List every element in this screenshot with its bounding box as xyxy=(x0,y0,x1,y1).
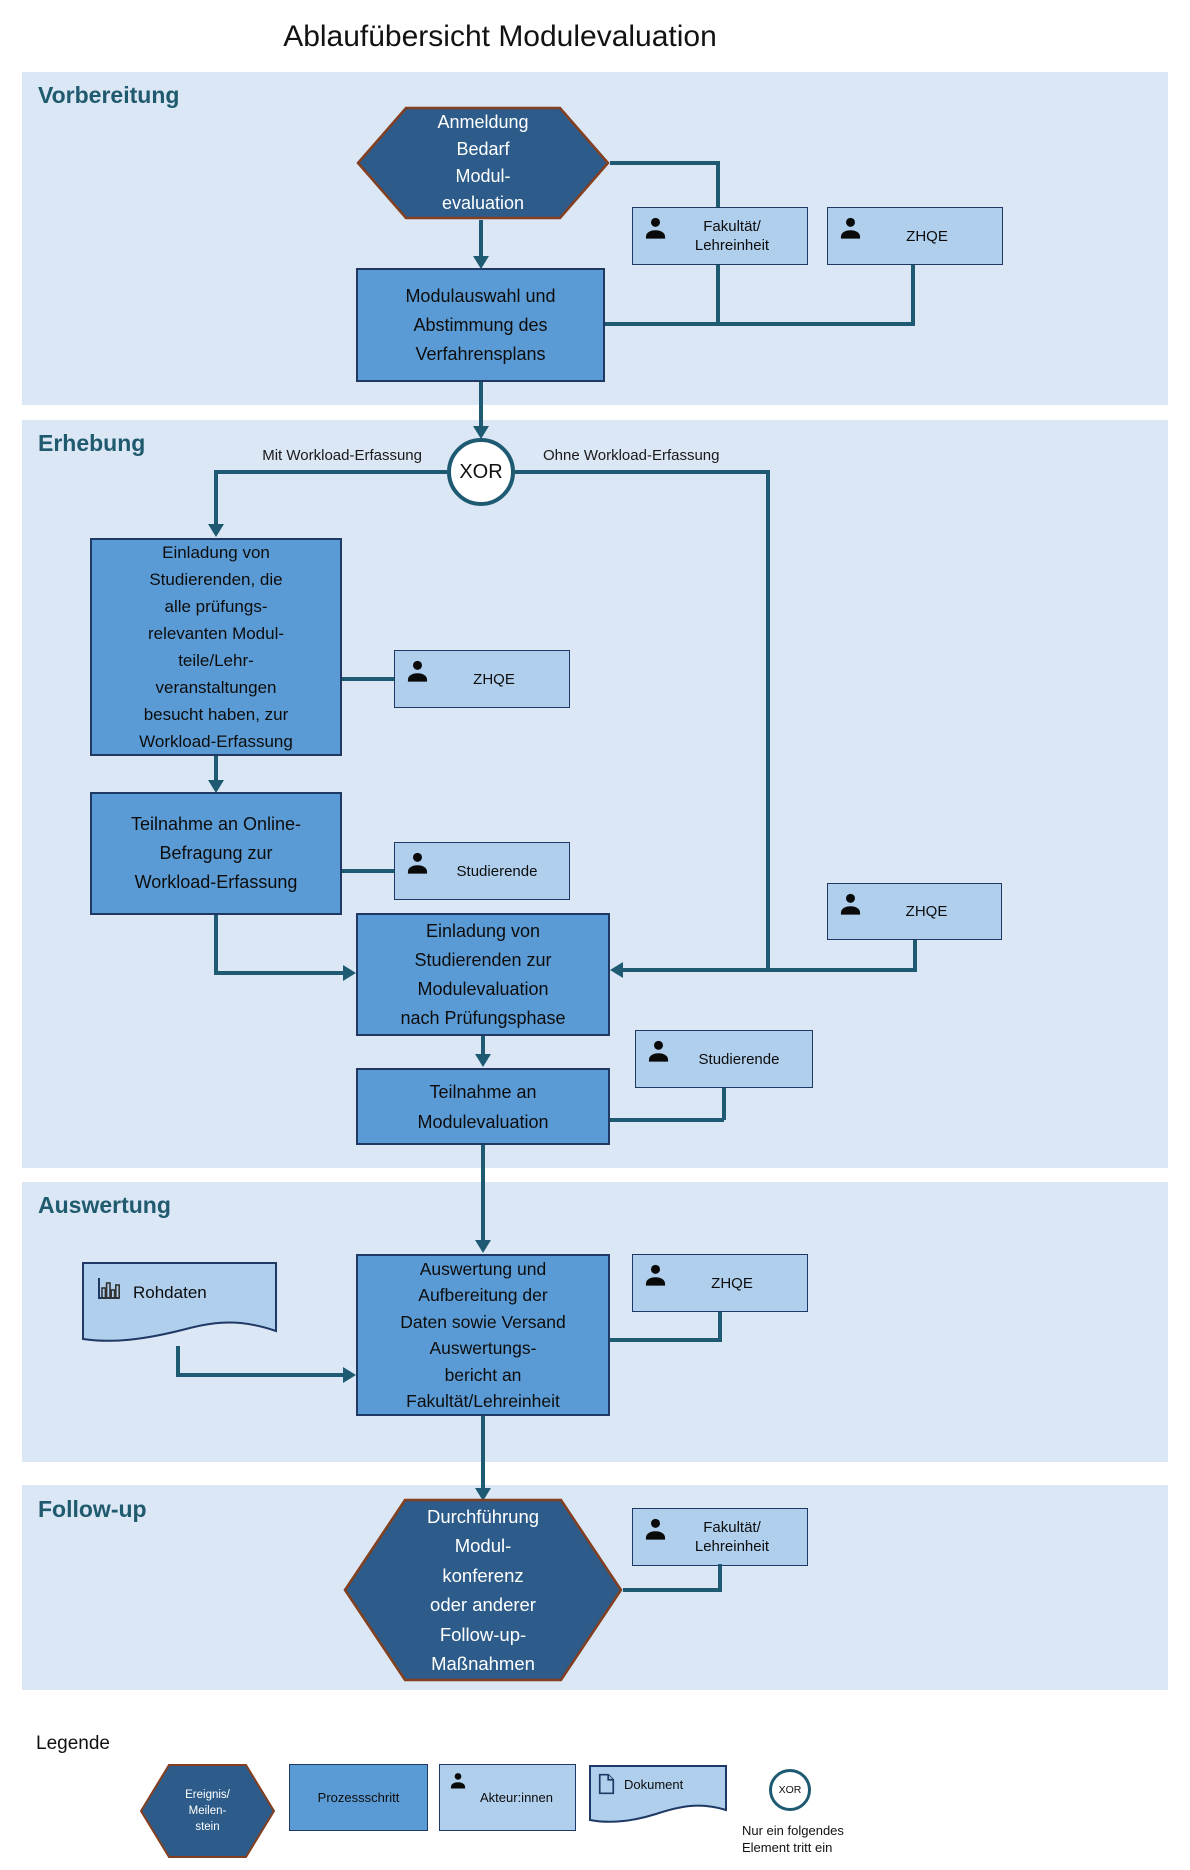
person-icon xyxy=(642,215,669,242)
connector-segment xyxy=(716,161,720,207)
person-icon xyxy=(404,850,431,877)
legend-xor-caption: Nur ein folgendes Element tritt ein xyxy=(742,1823,844,1855)
document-rohdaten xyxy=(81,1261,278,1353)
connector-segment xyxy=(216,470,447,474)
actor-label: Fakultät/ Lehreinheit xyxy=(694,1519,770,1555)
arrowhead xyxy=(475,1240,491,1253)
legend-document-label: Dokument xyxy=(624,1777,684,1792)
actor-label: Studierende xyxy=(456,862,538,880)
actor-label: Fakultät/ Lehreinheit xyxy=(694,218,770,254)
event-label: Anmeldung Bedarf Modul- evaluation xyxy=(437,112,529,213)
document-icon xyxy=(598,1773,615,1795)
actor-label: ZHQE xyxy=(473,670,515,688)
connector-segment xyxy=(610,1338,720,1342)
person-icon xyxy=(642,1516,669,1543)
xor-label: XOR xyxy=(459,460,503,483)
arrowhead xyxy=(208,524,224,537)
actor-label: ZHQE xyxy=(905,903,948,920)
legend-document-shape xyxy=(588,1764,728,1831)
legend-xor-gateway xyxy=(769,1769,811,1811)
arrowhead xyxy=(343,965,356,981)
process-teilnahme-workload: Teilnahme an Online- Befragung zur Workload-Erfassung xyxy=(90,792,342,915)
connector-segment xyxy=(623,1588,722,1592)
document-label: Rohdaten xyxy=(133,1283,207,1302)
xor-gateway xyxy=(447,438,515,506)
lane-title-followup: Follow-up xyxy=(38,1496,147,1522)
connector-segment xyxy=(481,1145,485,1242)
process-auswertung: Auswertung und Aufbereitung der Daten sowie Versand Auswertungs- bericht an Fakultät/Lehreinheit xyxy=(356,1254,610,1416)
actor-studierende-workload xyxy=(394,842,570,900)
event-anmeldung-bedarf xyxy=(356,106,610,220)
arrowhead xyxy=(475,1054,491,1067)
legend-event-shape xyxy=(139,1763,276,1859)
actor-zhqe-auswertung xyxy=(632,1254,808,1312)
connector-segment xyxy=(216,971,344,975)
connector-segment xyxy=(214,756,218,782)
arrowhead xyxy=(610,962,623,978)
connector-segment xyxy=(622,968,917,972)
process-modulauswahl: Modulauswahl und Abstimmung des Verfahrensplans xyxy=(356,268,605,382)
person-icon xyxy=(645,1038,672,1065)
actor-fakultaet-followup xyxy=(632,1508,808,1566)
legend-event-label: Ereignis/ Meilen- stein xyxy=(185,1789,230,1833)
lane-title-auswertung: Auswertung xyxy=(38,1192,171,1218)
arrowhead xyxy=(343,1367,356,1383)
connector-segment xyxy=(605,322,915,326)
person-icon xyxy=(404,658,431,685)
legend-actor-label: Akteur:innen xyxy=(480,1790,553,1805)
lane-title-vorbereitung: Vorbereitung xyxy=(38,82,180,108)
actor-label: ZHQE xyxy=(906,227,948,245)
actor-zhqe-erhebung-links xyxy=(394,650,570,708)
connector-segment xyxy=(610,1118,724,1122)
legend-actor xyxy=(439,1764,576,1831)
event-label: Durchführung Modul- konferenz oder anderer Follow-up- Maßnahmen xyxy=(426,1505,540,1674)
connector-segment xyxy=(515,470,770,474)
connector-segment xyxy=(214,915,218,975)
connector-segment xyxy=(610,161,720,165)
lane-title-erhebung: Erhebung xyxy=(38,430,146,456)
person-icon xyxy=(642,1262,669,1289)
connector-segment xyxy=(722,1088,726,1120)
connector-segment xyxy=(481,1416,485,1490)
connector-segment xyxy=(214,470,218,524)
actor-zhqe-vorbereitung xyxy=(827,207,1003,265)
legend-xor-label: XOR xyxy=(778,1784,802,1796)
connector-segment xyxy=(342,869,394,873)
page-title: Ablaufübersicht Modulevaluation xyxy=(283,20,717,53)
process-einladung-workload: Einladung von Studierenden, die alle prüfungs- relevanten Modul- teile/Lehr- veranstaltungen besucht haben, zur Workload-Erfassung xyxy=(90,538,342,756)
connector-segment xyxy=(718,1564,722,1592)
connector-segment xyxy=(766,470,770,972)
actor-zhqe-erhebung-rechts xyxy=(827,883,1002,940)
branch-label-mit-workload: Mit Workload-Erfassung xyxy=(262,447,422,464)
connector-segment xyxy=(178,1373,344,1377)
actor-studierende-evaluation xyxy=(635,1030,813,1088)
legend-heading: Legende xyxy=(36,1733,110,1754)
process-einladung-evaluation: Einladung von Studierenden zur Modulevaluation nach Prüfungsphase xyxy=(356,913,610,1036)
event-followup-konferenz xyxy=(343,1498,623,1682)
connector-segment xyxy=(911,265,915,326)
person-icon xyxy=(837,891,864,918)
arrowhead xyxy=(473,256,489,269)
legend-process: Prozessschritt xyxy=(289,1764,428,1831)
connector-segment xyxy=(479,382,483,428)
connector-segment xyxy=(479,220,483,258)
actor-label: ZHQE xyxy=(711,1274,753,1292)
bar-chart-icon xyxy=(95,1275,121,1301)
actor-label: Studierende xyxy=(698,1050,780,1068)
process-teilnahme-evaluation: Teilnahme an Modulevaluation xyxy=(356,1068,610,1145)
connector-segment xyxy=(913,940,917,972)
branch-label-ohne-workload: Ohne Workload-Erfassung xyxy=(543,447,720,464)
person-icon xyxy=(837,215,864,242)
actor-fakultaet-lehreinheit xyxy=(632,207,808,265)
connector-segment xyxy=(716,265,720,326)
person-icon xyxy=(448,1771,468,1791)
connector-segment xyxy=(342,677,394,681)
